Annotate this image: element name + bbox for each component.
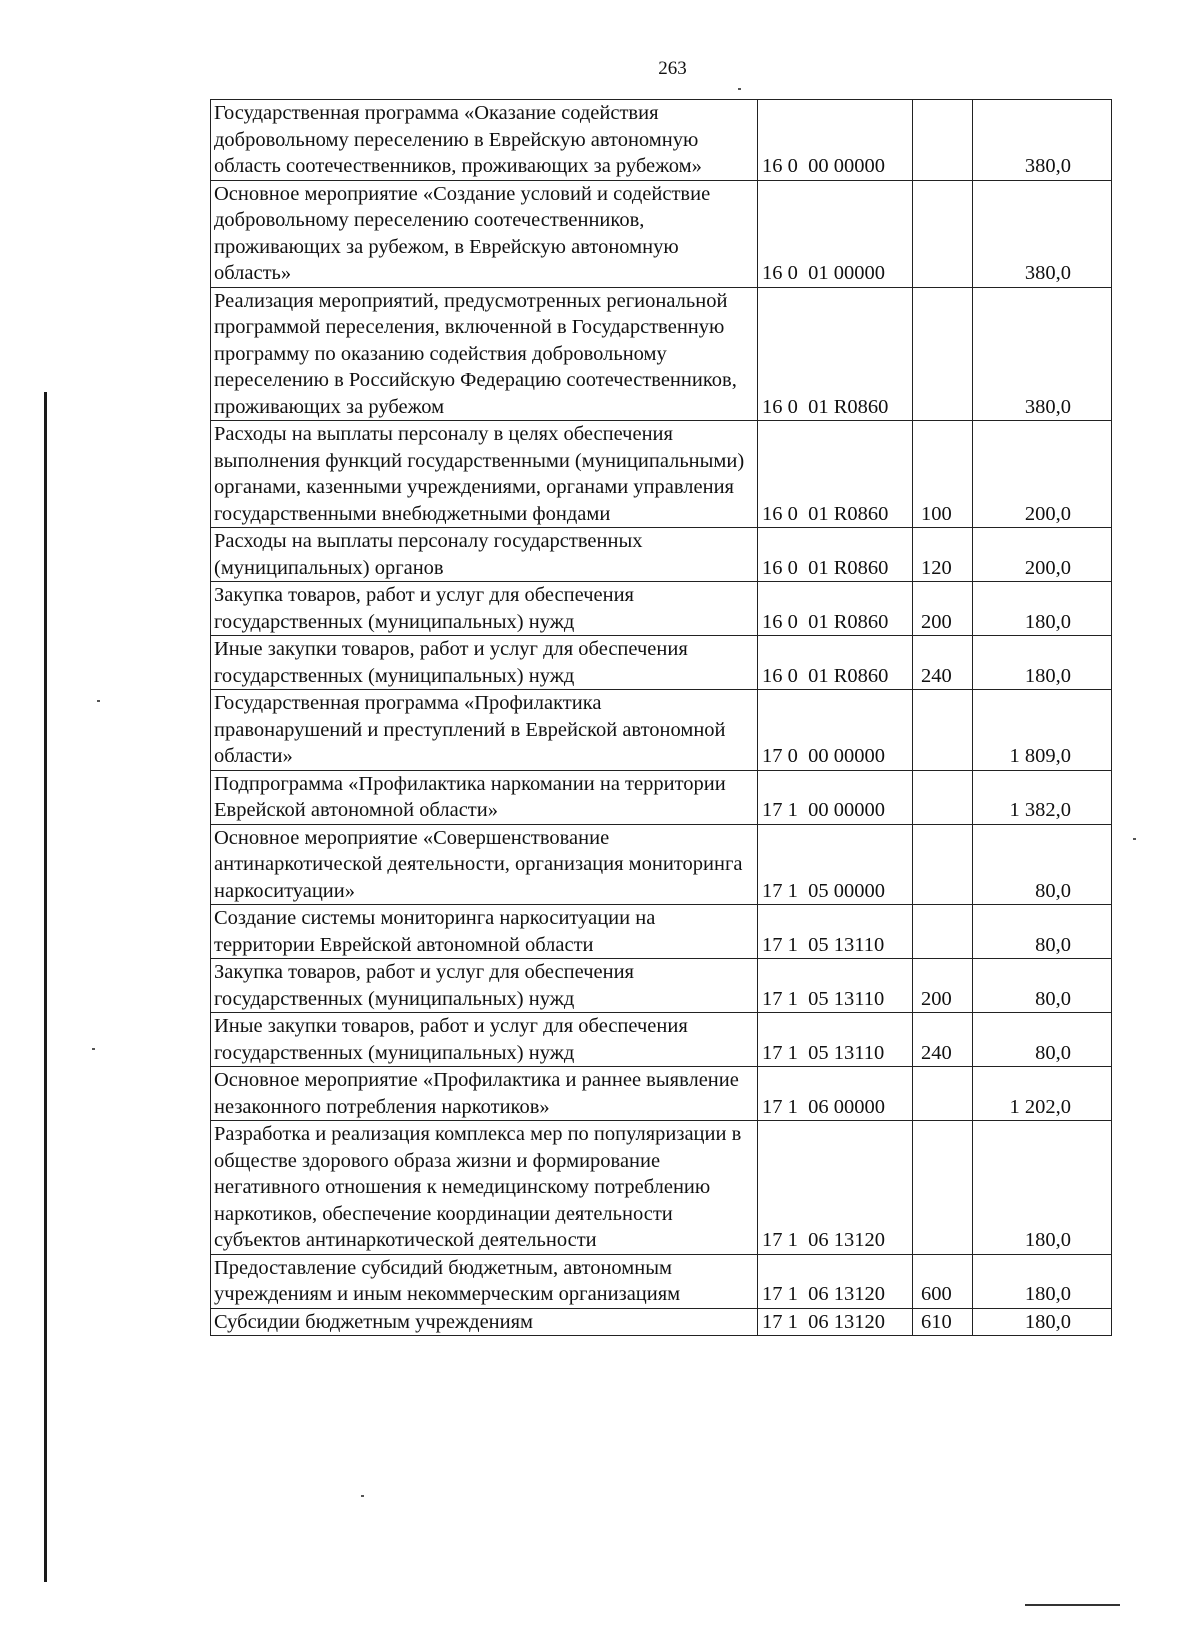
row-name-cell: Закупка товаров, работ и услуг для обеспечения государственных (муниципальных) нужд [211, 582, 758, 636]
row-name-cell: Закупка товаров, работ и услуг для обеспечения государственных (муниципальных) нужд [211, 959, 758, 1013]
row-name-cell: Расходы на выплаты персоналу в целях обеспечения выполнения функций государственными (муниципальными) органами, казенными учреждениями, органами управления государственными внебюджетными фондами [211, 421, 758, 528]
row-code-cell: 17 1 06 13120 [758, 1308, 913, 1336]
row-code-cell: 17 1 05 13110 [758, 959, 913, 1013]
row-name-cell: Основное мероприятие «Создание условий и содействие добровольному переселению соотечественников, проживающих за рубежом, в Еврейскую автономную область» [211, 180, 758, 287]
row-name-cell: Предоставление субсидий бюджетным, автономным учреждениям и иным некоммерческим организациям [211, 1254, 758, 1308]
table-row [211, 770, 1112, 824]
row-code-cell: 17 1 06 13120 [758, 1254, 913, 1308]
row-amount-cell: 180,0 [973, 582, 1112, 636]
table-row [211, 905, 1112, 959]
table-row [211, 1254, 1112, 1308]
row-name-cell: Субсидии бюджетным учреждениям [211, 1308, 758, 1336]
row-amount-cell: 80,0 [973, 1013, 1112, 1067]
row-type-cell [913, 287, 973, 421]
row-amount-cell: 380,0 [973, 287, 1112, 421]
row-type-cell [913, 1121, 973, 1255]
row-name-cell: Подпрограмма «Профилактика наркомании на территории Еврейской автономной области» [211, 770, 758, 824]
table-row [211, 287, 1112, 421]
scan-speck [92, 1048, 95, 1050]
row-amount-cell: 1 202,0 [973, 1067, 1112, 1121]
row-amount-cell: 80,0 [973, 824, 1112, 905]
row-code-cell: 16 0 01 R0860 [758, 636, 913, 690]
table-row [211, 100, 1112, 181]
scan-speck [1133, 838, 1136, 840]
row-name-cell: Иные закупки товаров, работ и услуг для обеспечения государственных (муниципальных) нужд [211, 636, 758, 690]
row-amount-cell: 80,0 [973, 959, 1112, 1013]
scan-edge-line [1025, 1604, 1120, 1606]
table-row [211, 528, 1112, 582]
row-code-cell: 17 1 05 13110 [758, 1013, 913, 1067]
row-code-cell: 16 0 00 00000 [758, 100, 913, 181]
row-type-cell: 610 [913, 1308, 973, 1336]
row-amount-cell: 200,0 [973, 528, 1112, 582]
table-row [211, 959, 1112, 1013]
row-type-cell [913, 100, 973, 181]
row-amount-cell: 380,0 [973, 100, 1112, 181]
row-name-cell: Государственная программа «Профилактика правонарушений и преступлений в Еврейской автономной области» [211, 690, 758, 771]
row-amount-cell: 180,0 [973, 1308, 1112, 1336]
row-name-cell: Реализация мероприятий, предусмотренных региональной программой переселения, включенной в Государственную программу по оказанию содействия добровольному переселению в Российскую Федерацию соотечественников, проживающих за рубежом [211, 287, 758, 421]
table-row [211, 582, 1112, 636]
row-type-cell [913, 770, 973, 824]
row-code-cell: 17 1 00 00000 [758, 770, 913, 824]
scan-speck [738, 88, 741, 90]
row-amount-cell: 1 809,0 [973, 690, 1112, 771]
row-code-cell: 17 0 00 00000 [758, 690, 913, 771]
table-row [211, 1013, 1112, 1067]
row-name-cell: Основное мероприятие «Профилактика и раннее выявление незаконного потребления наркотиков» [211, 1067, 758, 1121]
row-type-cell: 100 [913, 421, 973, 528]
row-amount-cell: 80,0 [973, 905, 1112, 959]
table-row [211, 1067, 1112, 1121]
row-code-cell: 17 1 05 13110 [758, 905, 913, 959]
row-code-cell: 16 0 01 R0860 [758, 528, 913, 582]
page-number: 263 [658, 58, 687, 79]
row-amount-cell: 200,0 [973, 421, 1112, 528]
table-row [211, 690, 1112, 771]
row-name-cell: Создание системы мониторинга наркоситуации на территории Еврейской автономной области [211, 905, 758, 959]
row-amount-cell: 1 382,0 [973, 770, 1112, 824]
row-type-cell: 600 [913, 1254, 973, 1308]
table-row [211, 1308, 1112, 1336]
row-name-cell: Основное мероприятие «Совершенствование антинаркотической деятельности, организация мониторинга наркоситуации» [211, 824, 758, 905]
row-type-cell: 200 [913, 959, 973, 1013]
row-type-cell [913, 1067, 973, 1121]
row-amount-cell: 180,0 [973, 636, 1112, 690]
table-body [211, 100, 1112, 1336]
row-code-cell: 17 1 05 00000 [758, 824, 913, 905]
scan-border-line [44, 392, 47, 1582]
table-row [211, 636, 1112, 690]
row-type-cell [913, 690, 973, 771]
row-type-cell [913, 180, 973, 287]
table-row [211, 824, 1112, 905]
row-type-cell [913, 905, 973, 959]
row-name-cell: Разработка и реализация комплекса мер по популяризации в обществе здорового образа жизни и формирование негативного отношения к немедицинскому потреблению наркотиков, обеспечение координации деятельности субъектов антинаркотической деятельности [211, 1121, 758, 1255]
row-type-cell: 240 [913, 1013, 973, 1067]
row-name-cell: Иные закупки товаров, работ и услуг для обеспечения государственных (муниципальных) нужд [211, 1013, 758, 1067]
budget-table [210, 99, 1112, 1336]
row-name-cell: Расходы на выплаты персоналу государственных (муниципальных) органов [211, 528, 758, 582]
scan-speck [361, 1495, 364, 1497]
row-type-cell: 240 [913, 636, 973, 690]
row-type-cell: 120 [913, 528, 973, 582]
row-code-cell: 16 0 01 00000 [758, 180, 913, 287]
row-code-cell: 16 0 01 R0860 [758, 287, 913, 421]
row-amount-cell: 380,0 [973, 180, 1112, 287]
row-code-cell: 17 1 06 00000 [758, 1067, 913, 1121]
scan-speck [97, 700, 100, 702]
row-code-cell: 16 0 01 R0860 [758, 421, 913, 528]
row-type-cell [913, 824, 973, 905]
row-type-cell: 200 [913, 582, 973, 636]
table-row [211, 421, 1112, 528]
table-row [211, 180, 1112, 287]
row-code-cell: 17 1 06 13120 [758, 1121, 913, 1255]
table-row [211, 1121, 1112, 1255]
row-code-cell: 16 0 01 R0860 [758, 582, 913, 636]
row-name-cell: Государственная программа «Оказание содействия добровольному переселению в Еврейскую автономную область соотечественников, проживающих за рубежом» [211, 100, 758, 181]
row-amount-cell: 180,0 [973, 1254, 1112, 1308]
row-amount-cell: 180,0 [973, 1121, 1112, 1255]
